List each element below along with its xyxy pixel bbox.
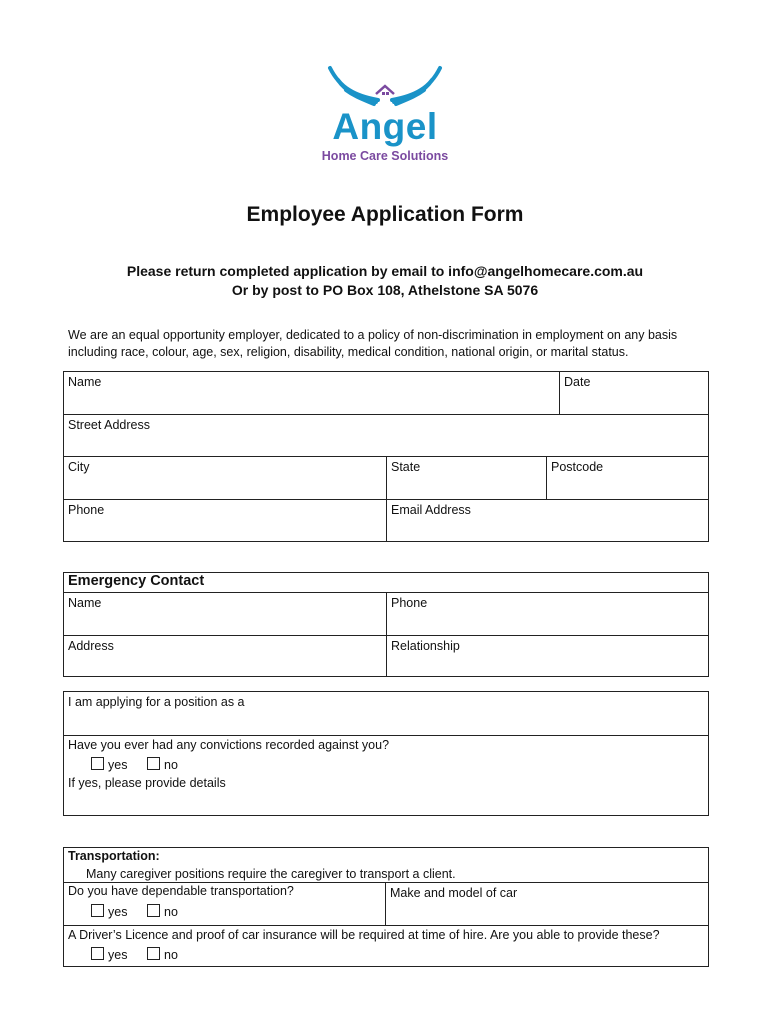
logo-brand: Angel: [332, 106, 438, 147]
convictions-no-label: no: [164, 758, 178, 772]
state-label: State: [391, 460, 421, 474]
transport-no-checkbox[interactable]: [147, 904, 160, 917]
convictions-yes-option[interactable]: [91, 757, 127, 772]
convictions-yes-checkbox[interactable]: [91, 757, 104, 770]
emergency-contact-heading: Emergency Contact: [68, 573, 205, 589]
transport-no-label: no: [164, 905, 178, 919]
licence-question: A Driver’s Licence and proof of car insurance will be required at time of hire. Are you able to provide these?: [68, 928, 660, 942]
licence-yes-option[interactable]: [91, 947, 127, 962]
equal-opportunity-statement: [68, 327, 708, 361]
dependable-transport-question: Do you have dependable transportation?: [68, 884, 294, 898]
car-make-model-field[interactable]: [386, 883, 708, 925]
convictions-no-option[interactable]: [147, 757, 178, 772]
position-label: I am applying for a position as a: [68, 695, 245, 709]
emergency-phone-label: Phone: [391, 596, 428, 610]
conviction-details-field[interactable]: [64, 792, 708, 815]
post-instructions: Or by post to PO Box 108, Athelstone SA 5076: [231, 282, 539, 298]
company-logo: [300, 62, 470, 166]
relationship-label: Relationship: [391, 639, 460, 653]
licence-yes-checkbox[interactable]: [91, 947, 104, 960]
licence-no-label: no: [164, 948, 178, 962]
emergency-contact-section: [63, 572, 709, 677]
applicant-name-field[interactable]: [64, 372, 559, 414]
date-field[interactable]: [560, 372, 708, 414]
page-title: Employee Application Form: [246, 203, 524, 226]
emergency-name-label: Name: [68, 596, 102, 610]
state-field[interactable]: [387, 457, 546, 499]
licence-no-option[interactable]: [147, 947, 178, 962]
logo-tagline: Home Care Solutions: [321, 149, 449, 163]
applicant-name-label: Name: [68, 375, 102, 389]
transportation-note: Many caregiver positions require the caregiver to transport a client.: [86, 867, 456, 881]
email-field[interactable]: [387, 500, 708, 541]
relationship-field[interactable]: [387, 636, 708, 676]
city-label: City: [68, 460, 90, 474]
licence-no-checkbox[interactable]: [147, 947, 160, 960]
date-label: Date: [564, 375, 591, 389]
transport-yes-checkbox[interactable]: [91, 904, 104, 917]
transportation-section: [63, 847, 709, 967]
equal-opportunity-line-1: We are an equal opportunity employer, dedicated to a policy of non-discrimination in employment on any basis: [68, 328, 678, 342]
convictions-no-checkbox[interactable]: [147, 757, 160, 770]
transport-yes-label: yes: [108, 905, 128, 919]
phone-field[interactable]: [64, 500, 386, 541]
street-address-field[interactable]: [64, 415, 708, 456]
transport-no-option[interactable]: [147, 904, 178, 919]
convictions-question: Have you ever had any convictions recorded against you?: [68, 738, 390, 752]
city-field[interactable]: [64, 457, 386, 499]
position-field[interactable]: [64, 692, 708, 735]
email-label: Email Address: [391, 503, 471, 517]
transport-yes-option[interactable]: [91, 904, 127, 919]
postcode-label: Postcode: [551, 460, 604, 474]
convictions-yes-label: yes: [108, 758, 128, 772]
personal-details-section: [63, 371, 709, 542]
emergency-address-field[interactable]: [64, 636, 386, 676]
equal-opportunity-line-2: including race, colour, age, sex, religion, disability, medical condition, national origin, or marital status.: [68, 345, 629, 359]
emergency-phone-field[interactable]: [387, 593, 708, 635]
street-address-label: Street Address: [68, 418, 150, 432]
car-make-model-label: Make and model of car: [390, 886, 518, 900]
emergency-address-label: Address: [68, 639, 114, 653]
licence-yes-label: yes: [108, 948, 128, 962]
transportation-heading: Transportation:: [68, 849, 160, 863]
conviction-details-label: If yes, please provide details: [68, 776, 226, 790]
emergency-name-field[interactable]: [64, 593, 386, 635]
wings-logo-icon: [300, 62, 470, 112]
postcode-field[interactable]: [547, 457, 708, 499]
position-section: [63, 691, 709, 816]
return-instructions: Please return completed application by email to info@angelhomecare.com.au: [126, 263, 644, 279]
phone-label: Phone: [68, 503, 105, 517]
